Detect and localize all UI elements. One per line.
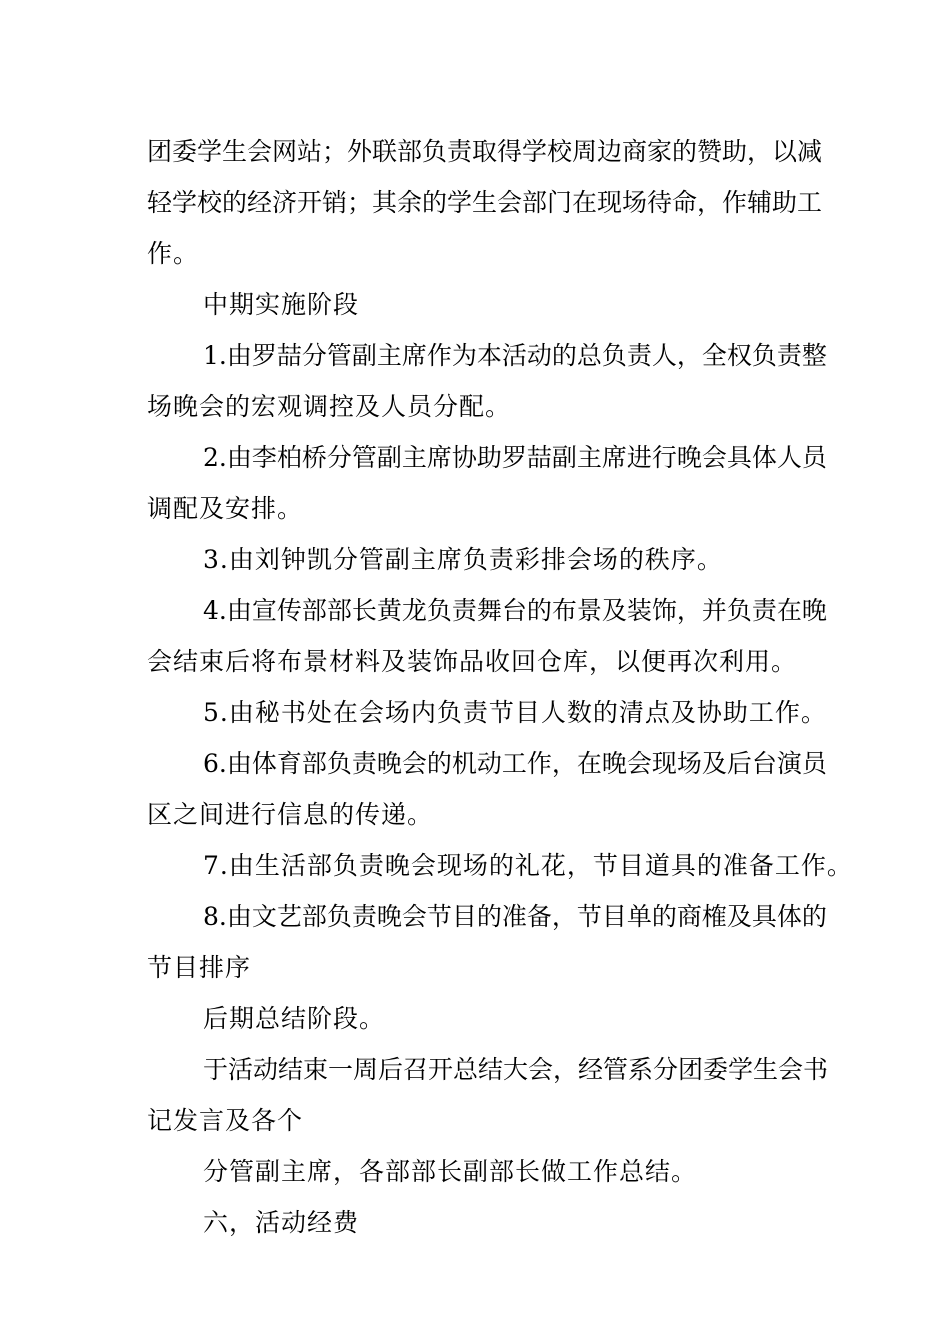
text-line: 分管副主席，各部部长副部长做工作总结。 bbox=[203, 1157, 698, 1186]
section-heading: 六，活动经费 bbox=[203, 1208, 360, 1237]
list-item-3: 3.由刘钟凯分管副主席负责彩排会场的秩序。 bbox=[203, 545, 723, 574]
text-line: 轻学校的经济开销；其余的学生会部门在现场待命，作辅助工 bbox=[147, 188, 823, 217]
list-item-5: 5.由秘书处在会场内负责节目人数的清点及协助工作。 bbox=[203, 698, 827, 727]
text-line: 区之间进行信息的传递。 bbox=[147, 800, 434, 829]
text-line: 于活动结束一周后召开总结大会，经管系分团委学生会书 bbox=[203, 1055, 829, 1084]
list-item-8: 8.由文艺部负责晚会节目的准备，节目单的商榷及具体的 bbox=[203, 902, 827, 931]
list-item-7: 7.由生活部负责晚会现场的礼花，节目道具的准备工作。 bbox=[203, 851, 853, 880]
text-line: 记发言及各个 bbox=[147, 1106, 304, 1135]
list-item-1: 1.由罗喆分管副主席作为本活动的总负责人，全权负责整 bbox=[203, 341, 827, 370]
section-heading: 中期实施阶段 bbox=[203, 290, 360, 319]
section-heading: 后期总结阶段。 bbox=[203, 1004, 386, 1033]
list-item-2: 2.由李柏桥分管副主席协助罗喆副主席进行晚会具体人员 bbox=[203, 443, 827, 472]
text-line: 会结束后将布景材料及装饰品收回仓库，以便再次利用。 bbox=[147, 647, 798, 676]
list-item-4: 4.由宣传部部长黄龙负责舞台的布景及装饰，并负责在晚 bbox=[203, 596, 827, 625]
text-line: 场晚会的宏观调控及人员分配。 bbox=[147, 392, 512, 421]
text-line: 作。 bbox=[147, 239, 200, 268]
text-line: 节目排序 bbox=[147, 953, 252, 982]
list-item-6: 6.由体育部负责晚会的机动工作，在晚会现场及后台演员 bbox=[203, 749, 827, 778]
text-line: 调配及安排。 bbox=[147, 494, 304, 523]
text-line: 团委学生会网站；外联部负责取得学校周边商家的赞助，以减 bbox=[147, 137, 823, 166]
